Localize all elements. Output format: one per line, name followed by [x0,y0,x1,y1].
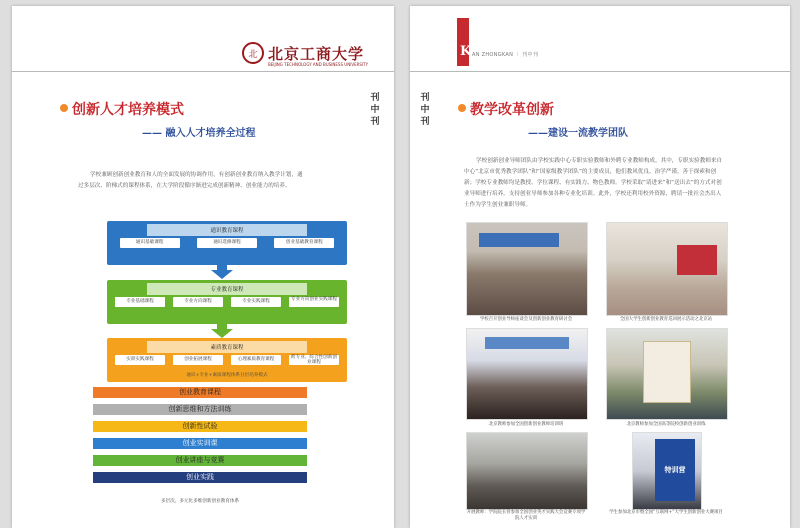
vlabel-char: 刊 [420,117,430,127]
band-title: 素质教育课程 [147,341,307,353]
photo-seminar [466,222,588,316]
intro-paragraph: 学校创新创业导师团队由学校实践中心专职实验教师和外聘专业教师构成。其中，专职实验教师来自中心“北京市优秀教学团队”和“国家级教学团队”的主要成员，他们教风优良、治学严谨，善于探索和创新；学校专业教师均是教授、学位课程、有实践力、物色教师。学校采取“请进来”和“送出去”的方式对创业导师进行培养，支持创业导师参加各种专业化培训。此外，学校还利用校外资源，聘请一批社会杰出人士作为学生创业兼职导师。 [464,158,723,208]
right-page [410,6,790,528]
course-item: 跨专业、综合性创新创业课程 [289,355,339,365]
vlabel-char: 刊 [370,117,380,127]
course-item: 创业拓展课程 [173,355,223,365]
photo-training-group [466,328,588,420]
vlabel-char: 中 [370,105,380,115]
photo-booth [606,328,728,420]
bar-item: 创业讲座与竞赛 [93,455,307,466]
photo-caption: 学校召开创业导师座谈会及创新创业教育研讨会 [479,317,573,322]
bar-item: 创新思维和方法训练 [93,404,307,415]
section-subtitle: —— 融入人才培养全过程 [142,128,256,139]
vertical-label [368,92,382,128]
course-item: 心理素质教育课程 [231,355,281,365]
course-item: 专业基础课程 [115,297,165,307]
vlabel-char: 刊 [370,93,380,103]
course-item: 专业方向创业实践课程 [289,297,339,307]
course-item: 创业基础教育课程 [274,238,334,248]
down-arrow-icon [211,270,233,279]
board-shape [643,341,691,403]
bar-item: 创新性试验 [93,421,307,432]
banner-shape [479,233,559,247]
left-page [12,6,394,528]
header-rule [410,71,790,72]
photo-exhibition [606,222,728,316]
down-arrow-icon [211,329,233,338]
poster-text: 特训营 [655,439,695,501]
course-item: 通识基础课程 [120,238,180,248]
banner-shape [485,337,569,349]
bar-item: 创业实践 [93,472,307,483]
university-name-en: BEIJING TECHNOLOGY AND BUSINESS UNIVERSITY [268,62,369,67]
course-item: 通识选修课程 [197,238,257,248]
seal-icon: 北 [242,42,264,64]
header-rule [12,71,394,72]
bar-item: 创业教育课程 [93,387,307,398]
band-major [107,280,347,324]
photo-caption: 开展教师：学院院长曾参加全国创业英才实践大会竞赛专项学院人才实训 [466,510,586,521]
poster-shape [677,245,717,275]
course-item: 实训实践课程 [115,355,165,365]
photo-caption: 学生参加北京市暨全国“互联网+”大学生创新创业大赛项目 [609,510,723,515]
band-title: 专业教育课程 [147,283,307,295]
header-pinyin: AN ZHONGKAN ｜ 刊中刊 [472,52,539,58]
course-item: 专业方向课程 [173,297,223,307]
section-title: 创新人才培养模式 [72,102,184,118]
band-title: 通识教育课程 [147,224,307,236]
k-letter: K [460,44,472,59]
intro-paragraph: 学校兼顾创新创业教育和人的全面发展的协调作用，有创新创业教育纳入教学计划，通过多层次、阶梯式的课程体系，在大学阶段循序渐进完成创新精神、创业能力的培养。 [78,172,303,189]
title-dot-icon [458,104,466,112]
title-dot-icon [60,104,68,112]
vertical-label [418,92,432,128]
photo-classroom [466,432,588,510]
section-title: 教学改革创新 [470,102,554,118]
vlabel-char: 刊 [420,93,430,103]
diagram-caption: 通识+专业+素质课程体系分层培养模式 [186,373,268,378]
section-subtitle: ——建设一流教学团队 [528,128,628,139]
university-name: 北京工商大学 [268,44,365,63]
photo-caption: 北京教师参加全国高等院校创新创业训练 [626,422,706,427]
university-logo [242,42,369,67]
photo-caption: 北京教师参加全国创新创业教师培训班 [488,422,564,427]
course-item: 专业实践课程 [231,297,281,307]
bars-caption: 多层次、多元化多维创新创业教育体系 [160,499,240,504]
vlabel-char: 中 [420,105,430,115]
bar-item: 创业实训课 [93,438,307,449]
photo-caption: 全国大学生创新创业教育巡回展示活动之北京站 [619,317,713,322]
band-general [107,221,347,265]
photo-poster [632,432,702,510]
